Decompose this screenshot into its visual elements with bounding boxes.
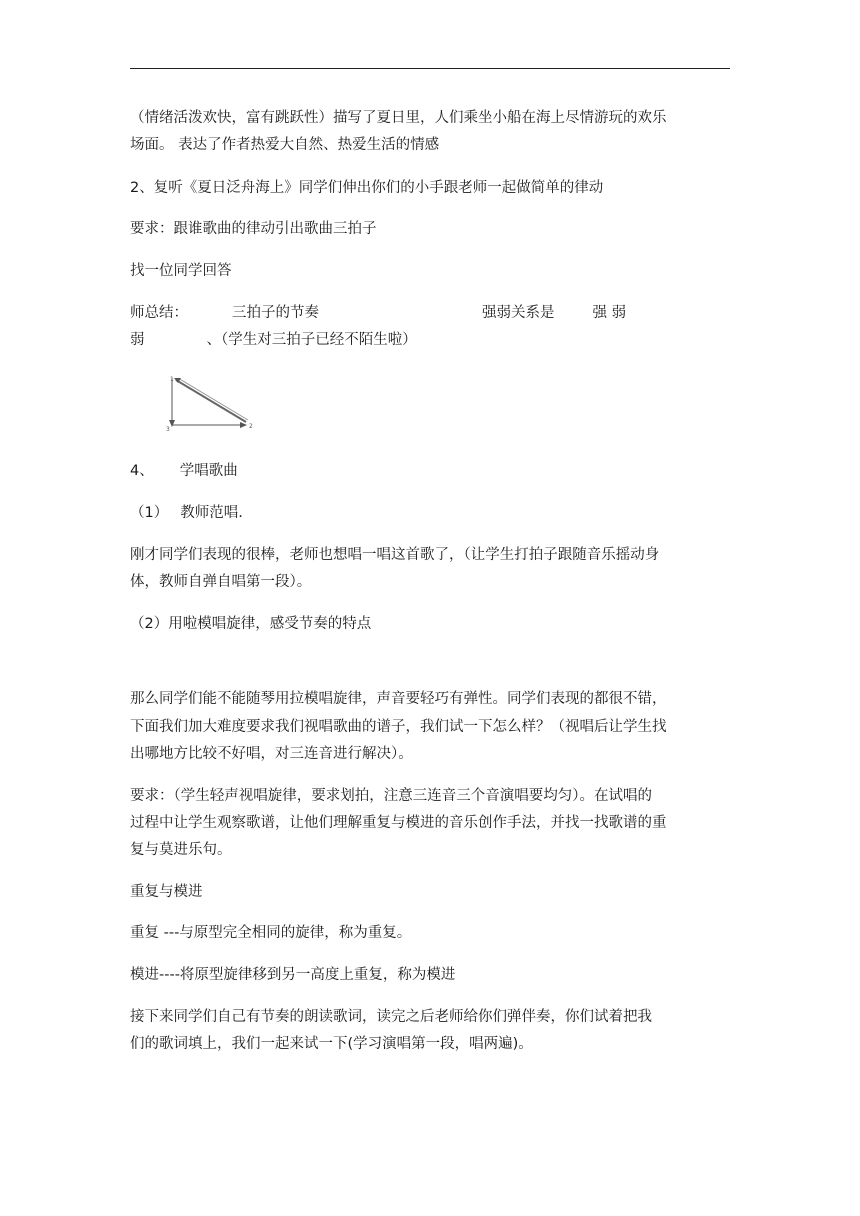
paragraph-line: 刚才同学们表现的很棒，老师也想唱一唱这首歌了，（让学生打拍子跟随音乐摇动身	[130, 547, 660, 563]
summary-relation: 强弱关系是	[482, 305, 555, 321]
paragraph-review: 2、复听《夏日泛舟海上》同学们伸出你们的小手跟老师一起做简单的律动	[130, 180, 604, 196]
heading-repetition-sequence: 重复与模进	[130, 884, 203, 900]
diagram-left-label: 3	[166, 426, 170, 432]
paragraph-line: 下面我们加大难度要求我们视唱歌曲的谱子，我们试一下怎么样？（视唱后让学生找	[130, 719, 667, 735]
diagram-top-label: 1	[170, 376, 174, 383]
paragraph-line: 那么同学们能不能随琴用拉模唱旋律，声音要轻巧有弹性。同学们表现的都很不错，	[130, 691, 667, 707]
definition-sequence: 模进----将原型旋律移到另一高度上重复，称为模进	[130, 967, 456, 983]
diagram-right-label: 2	[249, 423, 253, 430]
triple-meter-conducting-diagram	[160, 372, 260, 432]
teacher-summary-line-2	[130, 326, 735, 354]
subsection-1	[130, 499, 735, 527]
paragraph-line: 要求：（学生轻声视唱旋律，要求划拍，注意三连音三个音演唱要均匀）。在试唱的	[130, 788, 652, 804]
header-rule	[130, 68, 730, 69]
summary-note: 、（学生对三拍子已经不陌生啦）	[206, 332, 417, 348]
paragraph-line: 们的歌词填上，我们一起来试一下(学习演唱第一段，唱两遍)。	[130, 1036, 533, 1052]
paragraph-line: （情绪活泼欢快，富有跳跃性）描写了夏日里，人们乘坐小船在海上尽情游玩的欢乐	[130, 110, 667, 126]
paragraph-line: 接下来同学们自己有节奏的朗读歌词，读完之后老师给你们弹伴奏，你们试着把我	[130, 1009, 652, 1025]
paragraph-line: 过程中让学生观察歌谱，让他们理解重复与模进的音乐创作手法，并找一找歌谱的重	[130, 815, 667, 831]
summary-label: 师总结：	[130, 305, 188, 321]
paragraph-line: 场面。 表达了作者热爱大自然、热爱生活的情感	[130, 137, 440, 153]
subsection-2: （2）用啦模唱旋律，感受节奏的特点	[130, 616, 372, 632]
paragraph-answer: 找一位同学回答	[130, 263, 232, 279]
paragraph-line: 复与莫进乐句。	[130, 842, 232, 858]
paragraph-line: 体，教师自弹自唱第一段）。	[130, 574, 312, 590]
subsection-title: 教师范唱.	[180, 505, 243, 521]
section-title: 学唱歌曲	[179, 463, 238, 479]
summary-strong: 强 弱	[592, 305, 627, 321]
section-heading-4	[130, 457, 735, 485]
subsection-number: （1）	[130, 505, 169, 521]
paragraph-requirement: 要求：跟谁歌曲的律动引出歌曲三拍子	[130, 221, 377, 237]
summary-weak: 弱	[130, 332, 145, 348]
teacher-summary-line	[130, 299, 735, 327]
paragraph-line: 出哪地方比较不好唱，对三连音进行解决）。	[130, 746, 413, 762]
section-number: 4、	[130, 463, 154, 479]
summary-beat: 三拍子的节奏	[232, 305, 319, 321]
definition-repetition: 重复 ---与原型完全相同的旋律，称为重复。	[130, 925, 412, 941]
